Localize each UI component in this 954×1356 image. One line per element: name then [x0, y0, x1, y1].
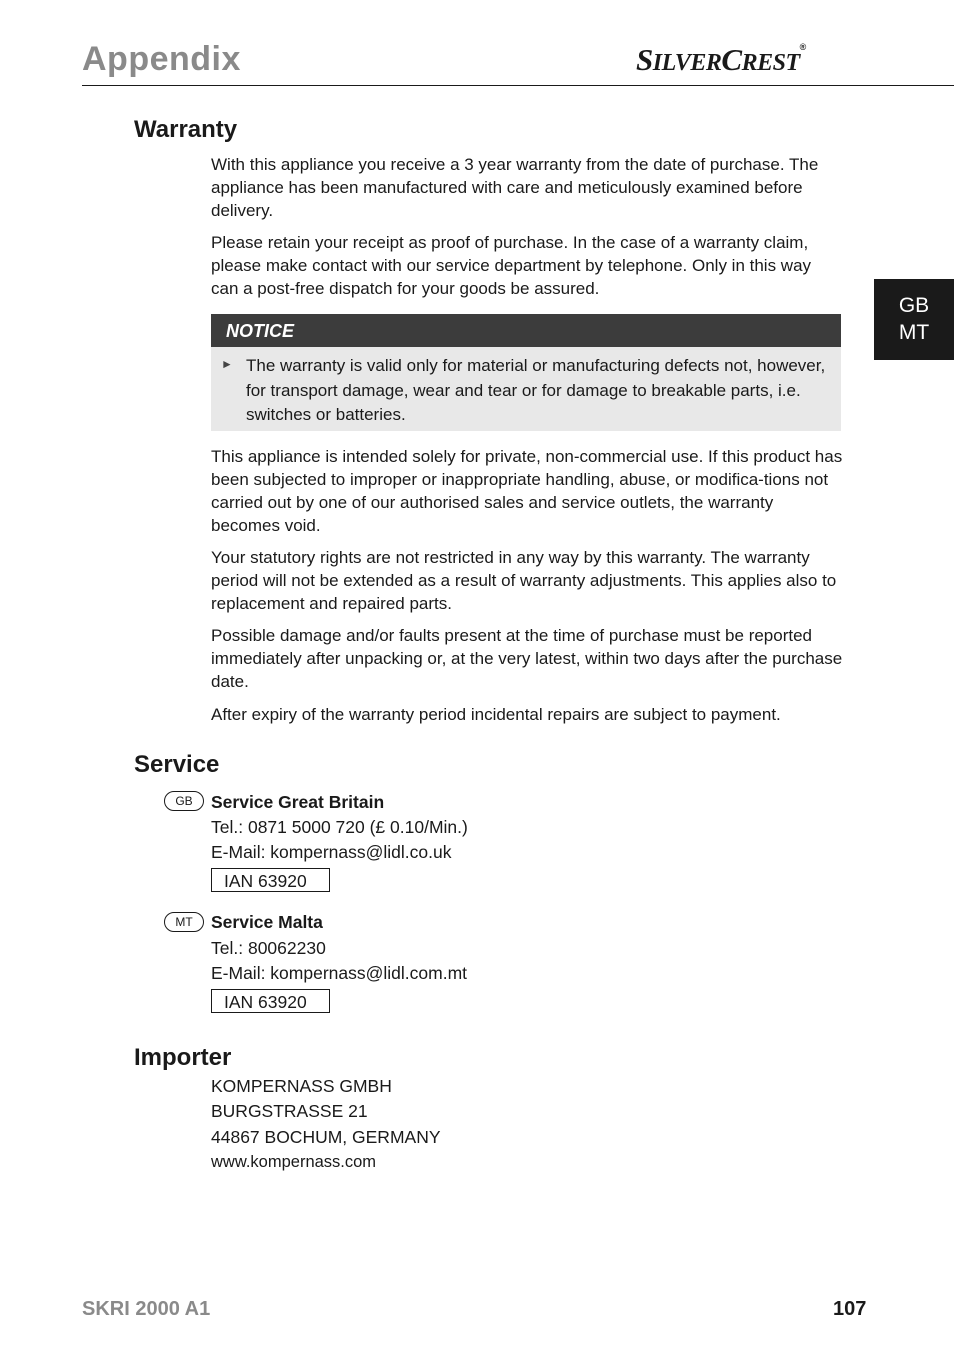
importer-name: KOMPERNASS GMBH	[211, 1076, 392, 1096]
notice-title: NOTICE	[211, 314, 841, 347]
logo-part: C	[721, 42, 742, 77]
logo-part: REST	[741, 50, 800, 76]
gb-country-badge: GB	[164, 791, 204, 811]
language-tab	[874, 279, 954, 360]
warranty-paragraph-3: This appliance is intended solely for private, non-commercial use. If this product has been subjected to improper or inappropriate handling, abuse, or modifica-tions not carried out by one of our authorised sales and service outlets, the warranty becomes void.	[211, 447, 843, 535]
importer-city: 44867 BOCHUM, GERMANY	[211, 1127, 441, 1147]
logo-part: S	[636, 42, 653, 77]
warranty-paragraph-4: Your statutory rights are not restricted in any way by this warranty. The warranty period will not be extended as a result of warranty adjustments. This applies also to replacement and repaired parts.	[211, 548, 837, 613]
language-mt: MT	[898, 321, 930, 344]
footer-model: SKRI 2000 A1	[82, 1298, 211, 1320]
importer-heading: Importer	[134, 1044, 232, 1071]
page-title: Appendix	[82, 40, 241, 78]
mt-country-badge: MT	[164, 912, 204, 932]
notice-text: The warranty is valid only for material or manufacturing defects not, however, for transport damage, wear and tear or for damage to breakable parts, i.e. switches or batteries.	[246, 356, 826, 424]
service-mt-email: E-Mail: kompernass@lidl.com.mt	[211, 963, 468, 983]
logo-part: ILVER	[652, 50, 722, 76]
service-gb-title: Service Great Britain	[211, 792, 385, 812]
warranty-heading: Warranty	[134, 116, 238, 143]
importer-website: www.kompernass.com	[211, 1153, 377, 1171]
warranty-paragraph-1: With this appliance you receive a 3 year warranty from the date of purchase. The appliance has been manufactured with care and meticulously examined before delivery.	[211, 155, 819, 220]
warranty-paragraph-5: Possible damage and/or faults present at the time of purchase must be reported immediately after unpacking or, at the very latest, within two days after the purchase date.	[211, 626, 843, 691]
page-number: 107	[833, 1298, 867, 1320]
service-mt-tel: Tel.: 80062230	[211, 938, 326, 958]
service-heading: Service	[134, 751, 220, 778]
service-gb-ian: IAN 63920	[211, 868, 330, 892]
service-mt-title: Service Malta	[211, 912, 323, 932]
importer-street: BURGSTRASSE 21	[211, 1101, 368, 1121]
warranty-paragraph-2: Please retain your receipt as proof of purchase. In the case of a warranty claim, please make contact with our service department by telephone. Only in this way can a post-free dispatch for your goods be assured.	[211, 233, 812, 298]
registered-mark: ®	[799, 42, 806, 52]
header-divider	[82, 85, 954, 86]
language-gb: GB	[898, 294, 930, 317]
service-gb-email: E-Mail: kompernass@lidl.co.uk	[211, 842, 452, 862]
triangle-bullet-icon: ►	[221, 357, 233, 371]
warranty-paragraph-6: After expiry of the warranty period incidental repairs are subject to payment.	[211, 705, 781, 724]
service-gb-tel: Tel.: 0871 5000 720 (£ 0.10/Min.)	[211, 817, 468, 837]
silvercrest-logo	[636, 42, 806, 78]
service-mt-ian: IAN 63920	[211, 989, 330, 1013]
